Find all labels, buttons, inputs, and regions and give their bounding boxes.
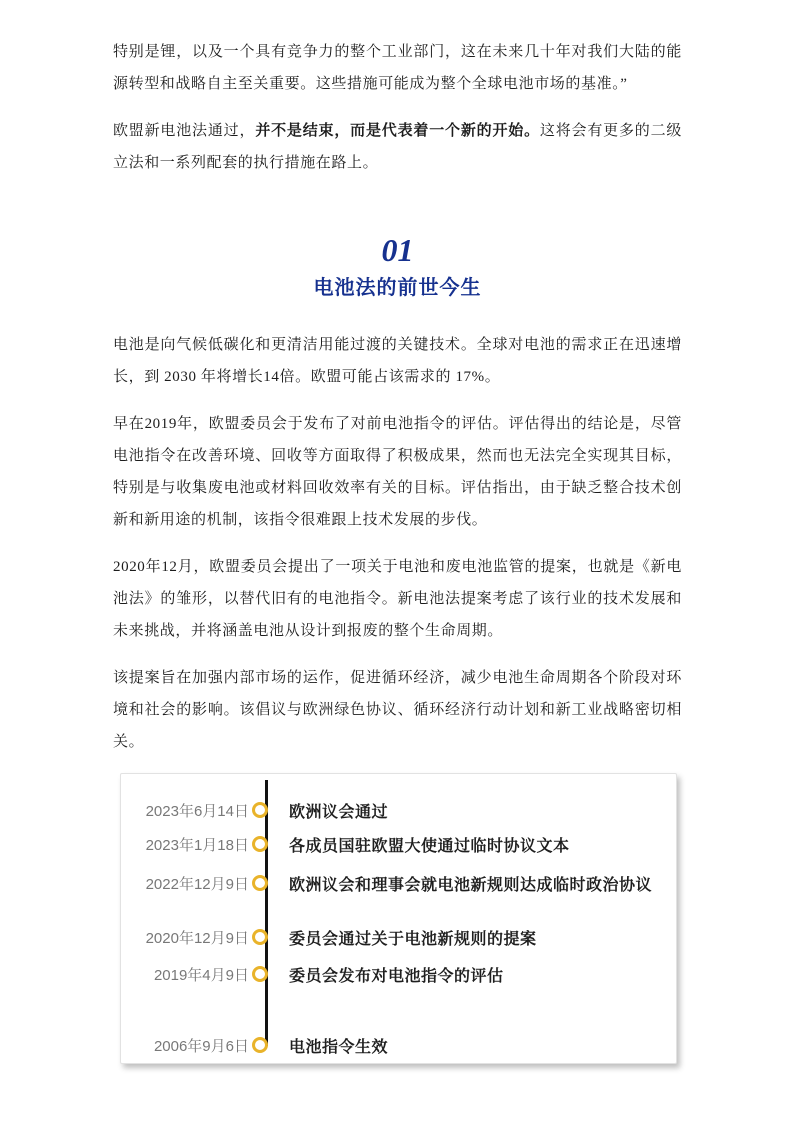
- paragraph-law-passed: [113, 115, 682, 179]
- paragraph-2019-evaluation: 早在2019年，欧盟委员会于发布了对前电池指令的评估。评估得出的结论是，尽管电池指令在改善环境、回收等方面取得了积极成果，然而也无法完全实现其目标，特别是与收集废电池或材料回收效率有关的目标。评估指出，由于缺乏整合技术创新和新用途的机制，该指令很难跟上技术发展的步伐。: [113, 416, 682, 528]
- timeline-event-label: 欧洲议会和理事会就电池新规则达成临时政治协议: [289, 876, 653, 894]
- timeline-figure: [120, 773, 677, 1064]
- timeline-marker-icon: [252, 966, 268, 982]
- timeline-item-2006-09-06: [121, 1033, 668, 1057]
- paragraph-law-passed-pre: 欧盟新电池法通过，: [113, 123, 256, 139]
- timeline-item-2022-12-09: [121, 871, 668, 895]
- timeline-date: 2022年12月9日: [145, 875, 249, 893]
- paragraph-2020-proposal: 2020年12月，欧盟委员会提出了一项关于电池和废电池监管的提案，也就是《新电池法》的雏形，以替代旧有的电池指令。新电池法提案考虑了该行业的技术发展和未来挑战，并将涵盖电池从设计到报废的整个生命周期。: [113, 559, 682, 639]
- paragraph-battery-demand: 电池是向气候低碳化和更清洁用能过渡的关键技术。全球对电池的需求正在迅速增长，到 2030 年将增长14倍。欧盟可能占该需求的 17%。: [113, 337, 682, 385]
- timeline-date: 2023年6月14日: [145, 802, 249, 820]
- timeline-date: 2023年1月18日: [145, 836, 249, 854]
- paragraph-law-passed-post: 这将会有更多的二级立法和一系列配套的执行措施在路上。: [113, 123, 683, 171]
- timeline-event-label: 委员会发布对电池指令的评估: [289, 967, 504, 985]
- timeline-event-label: 电池指令生效: [289, 1038, 389, 1056]
- section-header: [113, 233, 682, 300]
- paragraph-law-passed-bold: 并不是结束，而是代表着一个新的开始。: [255, 123, 540, 139]
- timeline-marker-icon: [252, 836, 268, 852]
- timeline-event-label: 委员会通过关于电池新规则的提案: [289, 930, 537, 948]
- timeline-event-label: 欧洲议会通过: [289, 803, 389, 821]
- timeline-item-2019-04-09: [121, 962, 668, 986]
- timeline-marker-icon: [252, 875, 268, 891]
- timeline-item-2023-01-18: [121, 832, 668, 856]
- timeline-item-2020-12-09: [121, 925, 668, 949]
- timeline-marker-icon: [252, 1037, 268, 1053]
- section-number: 01: [381, 232, 414, 268]
- timeline-item-2023-06-14: [121, 798, 668, 822]
- timeline-marker-icon: [252, 802, 268, 818]
- timeline-date: 2006年9月6日: [153, 1037, 249, 1055]
- timeline-date: 2020年12月9日: [145, 929, 249, 947]
- section-title: 电池法的前世今生: [313, 277, 482, 299]
- timeline-marker-icon: [252, 929, 268, 945]
- paragraph-proposal-aim: 该提案旨在加强内部市场的运作，促进循环经济，减少电池生命周期各个阶段对环境和社会的影响。该倡议与欧洲绿色协议、循环经济行动计划和新工业战略密切相关。: [113, 670, 682, 750]
- timeline-event-label: 各成员国驻欧盟大使通过临时协议文本: [289, 837, 570, 855]
- timeline-date: 2019年4月9日: [153, 966, 249, 984]
- paragraph-quote-continuation: 特别是锂，以及一个具有竞争力的整个工业部门，这在未来几十年对我们大陆的能源转型和战略自主至关重要。这些措施可能成为整个全球电池市场的基准。”: [113, 44, 682, 92]
